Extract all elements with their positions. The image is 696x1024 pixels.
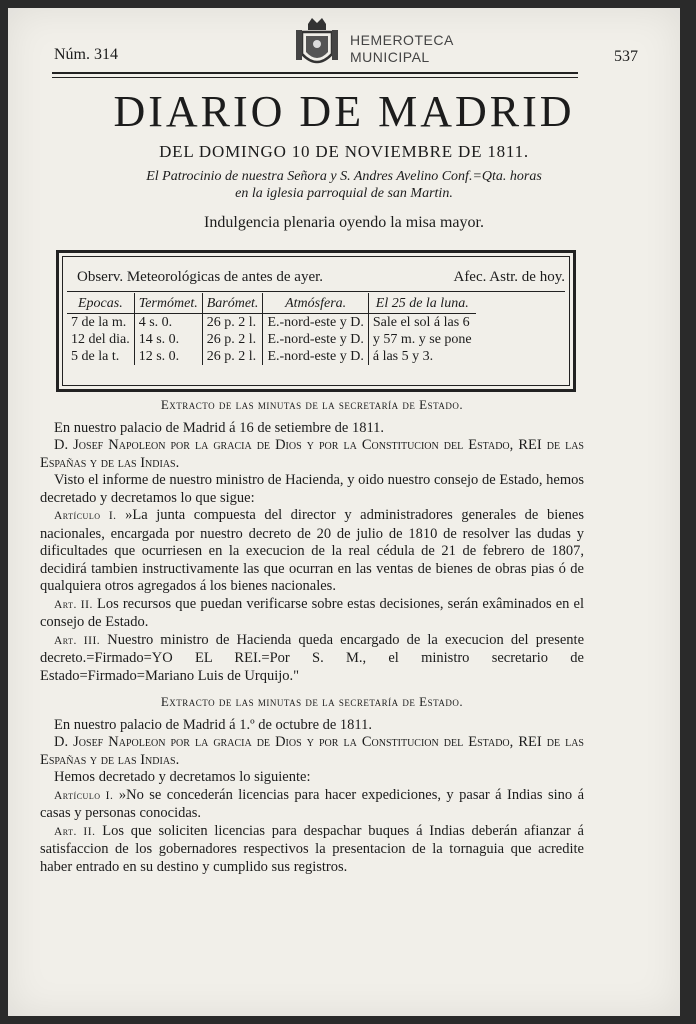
stamp-text bbox=[350, 32, 454, 66]
article-label: Art. III. bbox=[54, 634, 101, 647]
table-row bbox=[67, 348, 476, 365]
col-barometro: Barómet. bbox=[202, 293, 263, 314]
article-text: Los recursos que puedan verificarse sobre estas decisiones, serán exâminados en el consejo de Estado. bbox=[40, 595, 584, 630]
article-paragraph bbox=[40, 596, 584, 632]
table-row bbox=[67, 331, 476, 348]
cell-baro: 26 p. 2 l. bbox=[202, 314, 263, 332]
paragraph: D. Josef Napoleon por la gracia de Dios y por la Constitucion del Estado, REI de las Españas y de las Indias. bbox=[40, 734, 584, 768]
col-luna: El 25 de la luna. bbox=[368, 293, 475, 314]
header-rule-thin bbox=[52, 77, 578, 78]
cell-epoca: 5 de la t. bbox=[67, 348, 134, 365]
col-atmosfera: Atmósfera. bbox=[263, 293, 368, 314]
masthead-title: DIARIO DE MADRID bbox=[113, 87, 575, 136]
stamp-line-1: HEMEROTECA bbox=[350, 32, 454, 48]
article-label: Art. II. bbox=[54, 598, 93, 611]
article-text: »No se concederán licencias para hacer expediciones, y pasar á Indias sino á casas y personas conocidas. bbox=[40, 786, 584, 821]
weather-table bbox=[67, 293, 476, 365]
weather-heading: Observ. Meteorológicas de antes de ayer. bbox=[77, 269, 324, 285]
cell-baro: 26 p. 2 l. bbox=[202, 348, 263, 365]
library-stamp bbox=[288, 14, 464, 78]
weather-box-inner bbox=[62, 256, 570, 386]
section-heading: Extracto de las minutas de la secretaría de Estado. bbox=[160, 397, 464, 412]
article-label: Art. II. bbox=[54, 825, 96, 838]
coat-of-arms-icon bbox=[288, 14, 346, 74]
cell-term: 14 s. 0. bbox=[134, 331, 202, 348]
article-body bbox=[40, 396, 584, 876]
article-text: Nuestro ministro de Hacienda queda encargado de la execucion del presente decreto.=Firmado=YO EL REI.=Por S. M., el ministro secretario de Estado=Firmado=Mariano Luis de Urquijo." bbox=[40, 631, 584, 684]
paragraph: D. Josef Napoleon por la gracia de Dios y por la Constitucion del Estado, REI de las Españas y de las Indias. bbox=[40, 437, 584, 471]
cell-luna: á las 5 y 3. bbox=[372, 349, 434, 364]
cell-atm: E.-nord-este y D. bbox=[263, 348, 368, 365]
cell-luna: Sale el sol á las 6 bbox=[372, 315, 470, 330]
paragraph: En nuestro palacio de Madrid á 1.º de octubre de 1811. bbox=[54, 716, 373, 733]
header-rule bbox=[52, 72, 578, 74]
cell-term: 4 s. 0. bbox=[134, 314, 202, 332]
article-paragraph bbox=[40, 507, 584, 596]
page-number: 537 bbox=[614, 48, 638, 65]
cell-epoca: 12 del dia. bbox=[67, 331, 134, 348]
article-label: Artículo I. bbox=[54, 510, 117, 522]
paragraph: Visto el informe de nuestro ministro de Hacienda, y oido nuestro consejo de Estado, hemos decretado y decretamos lo que sigue: bbox=[40, 472, 584, 506]
issue-number: Núm. 314 bbox=[54, 46, 118, 63]
article-label: Artículo I. bbox=[54, 789, 114, 802]
indulgence-note: Indulgencia plenaria oyendo la misa mayor. bbox=[204, 214, 484, 231]
weather-divider bbox=[67, 291, 565, 292]
paragraph: En nuestro palacio de Madrid á 16 de setiembre de 1811. bbox=[54, 419, 385, 436]
article-paragraph bbox=[40, 787, 584, 823]
cell-epoca: 7 de la m. bbox=[67, 314, 134, 332]
article-text: »La junta compuesta del director y administradores generales de bienes nacionales, encargada por nuestro decreto de 20 de julio de 1810 de resolver las dudas y dificultades que ocurriesen en la execucion de la real cédula de 21 de febrero de 1807, decidirá tambien instructivamente las que ocurran en las ventas de bienes de obras pias ó de qualquiera otros agregados á los bienes nacionales. bbox=[40, 507, 584, 594]
newspaper-page bbox=[8, 8, 680, 1016]
col-termometro: Termómet. bbox=[134, 293, 202, 314]
article-text: Los que soliciten licencias para despachar buques á Indias deberán afianzar á satisfaccion de los gobernadores respectivos la presentacion de la tornaguia que acredite haber entrado en su destino y cumplido sus registros. bbox=[40, 822, 584, 875]
patronage-note bbox=[48, 168, 640, 202]
weather-box bbox=[56, 250, 576, 392]
cell-luna: y 57 m. y se pone bbox=[372, 332, 472, 347]
article-paragraph bbox=[40, 632, 584, 686]
astro-heading: Afec. Astr. de hoy. bbox=[453, 269, 565, 285]
col-epocas: Epocas. bbox=[67, 293, 134, 314]
article-paragraph bbox=[40, 823, 584, 877]
issue-date: DEL DOMINGO 10 DE NOVIEMBRE DE 1811. bbox=[159, 142, 529, 161]
section-heading: Extracto de las minutas de la secretaría de Estado. bbox=[160, 694, 464, 709]
table-row bbox=[67, 314, 476, 332]
patronage-line-1: El Patrocinio de nuestra Señora y S. Andres Avelino Conf.=Qta. horas bbox=[146, 169, 542, 184]
paragraph: Hemos decretado y decretamos lo siguiente: bbox=[54, 769, 311, 785]
cell-atm: E.-nord-este y D. bbox=[263, 314, 368, 332]
cell-baro: 26 p. 2 l. bbox=[202, 331, 263, 348]
cell-term: 12 s. 0. bbox=[134, 348, 202, 365]
cell-atm: E.-nord-este y D. bbox=[263, 331, 368, 348]
stamp-line-2: MUNICIPAL bbox=[350, 49, 430, 65]
patronage-line-2: en la iglesia parroquial de san Martin. bbox=[235, 186, 453, 201]
